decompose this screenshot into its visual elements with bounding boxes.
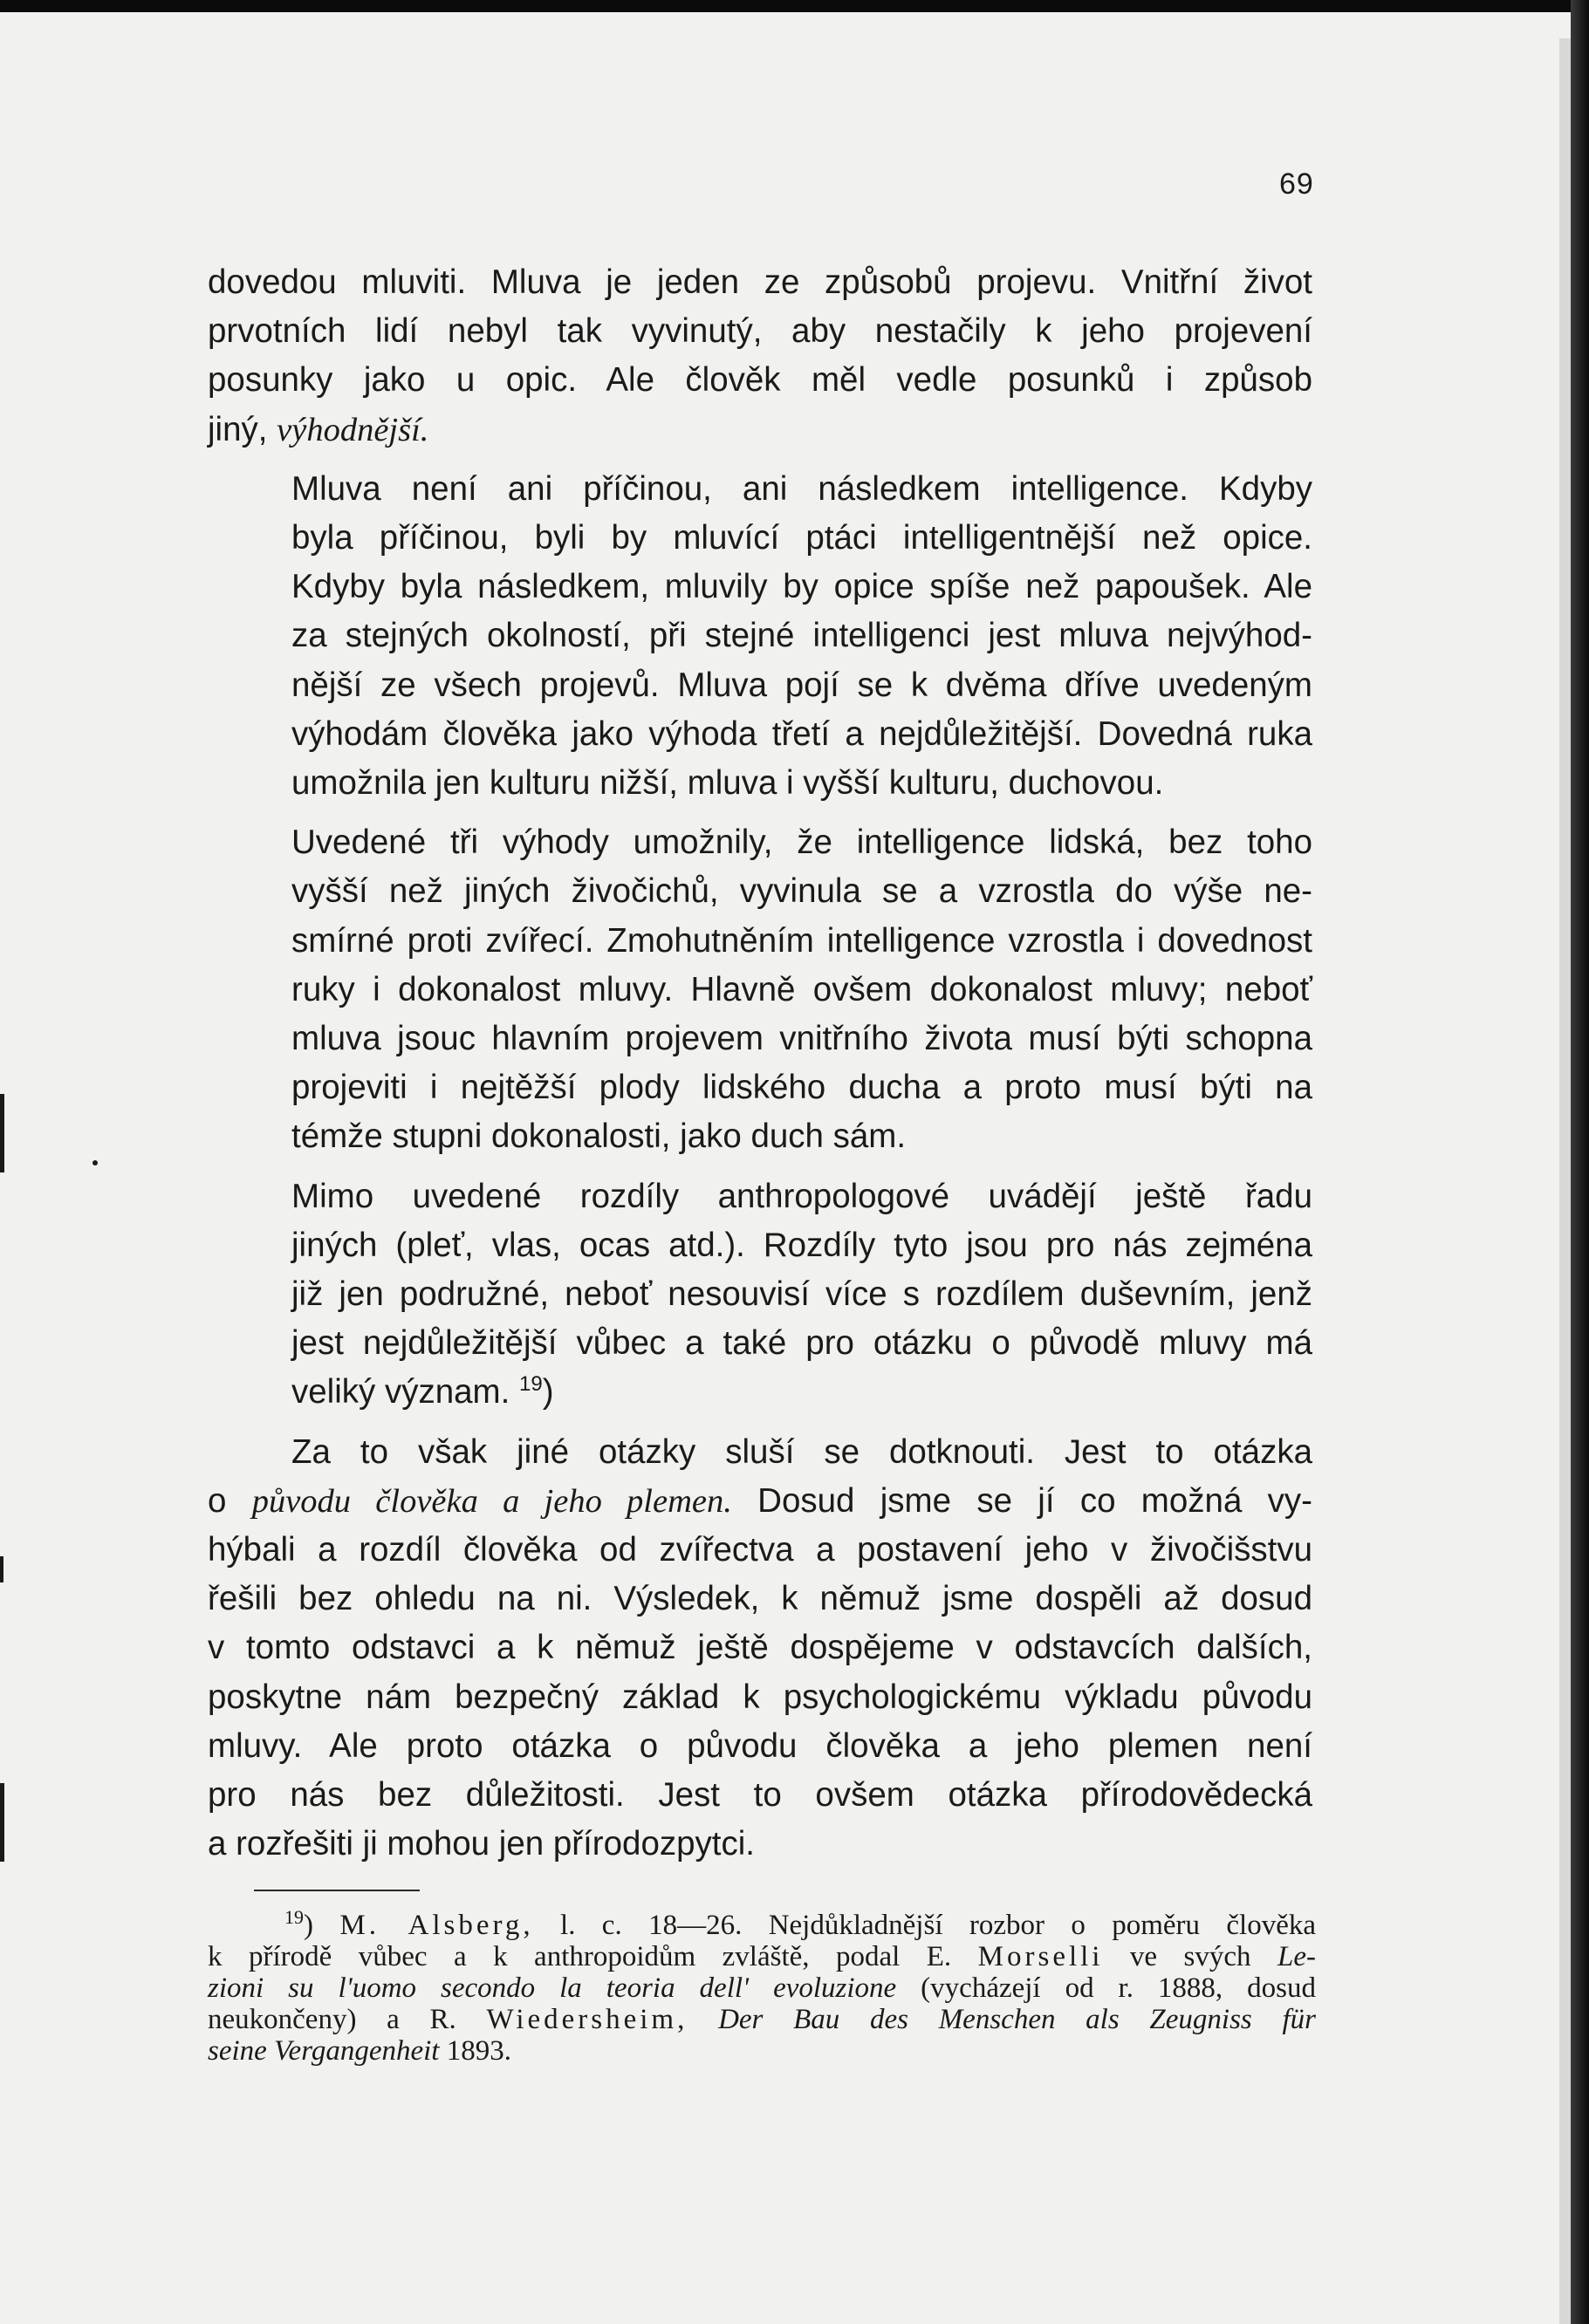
- text-run: (vycházejí od r. 1888, dosud: [896, 1972, 1316, 2004]
- text-line: smírné proti zvířecí. Zmohutněním intelligence vzrostla i dovednost: [291, 921, 1312, 960]
- text-line: dovedou mluviti. Mluva je jeden ze způsobů projevu. Vnitřní život: [208, 263, 1312, 301]
- text-line: ruky i dokonalost mluvy. Hlavně ovšem dokonalost mluvy; neboť: [291, 970, 1312, 1008]
- page-number: 69: [1279, 167, 1314, 201]
- book-title: seine Vergangenheit: [208, 2035, 440, 2067]
- emphasis-text: původu člověka a jeho plemen.: [251, 1482, 732, 1520]
- footnote-marker: 19: [284, 1906, 304, 1928]
- footnote-line: [208, 2035, 1316, 2067]
- text-line: poskytne nám bezpečný základ k psychologickému výkladu původu: [208, 1678, 1312, 1716]
- paragraph-1: [208, 258, 1312, 455]
- book-title: Le-: [1277, 1941, 1316, 1972]
- footnote: [208, 1906, 1316, 2067]
- footnote-divider: [254, 1890, 420, 1891]
- text-line: byla příčinou, byli by mluvící ptáci intelligentnější než opice.: [291, 519, 1312, 557]
- author-name: M. Alsberg,: [339, 1910, 534, 1941]
- text-line: témže stupni dokonalosti, jako duch sám.: [291, 1118, 907, 1156]
- text-line: již jen podružné, neboť nesouvisí více s rozdílem duševním, jenž: [291, 1275, 1312, 1314]
- emphasis-text: výhodnější.: [277, 411, 429, 448]
- text-line: jest nejdůležitější vůbec a také pro otázku o původě mluvy má: [291, 1324, 1312, 1363]
- text-line: Mimo uvedené rozdíly anthropologové uvádějí ještě řadu: [291, 1177, 1312, 1215]
- text-line: nější ze všech projevů. Mluva pojí se k dvěma dříve uvedeným: [291, 666, 1312, 704]
- text-line: vyšší než jiných živočichů, vyvinula se a vzrostla do výše ne-: [291, 872, 1312, 911]
- paragraph-5: [208, 1428, 1312, 1869]
- text-line: [208, 1368, 1312, 1417]
- text-run: ): [542, 1373, 554, 1411]
- text-line: [208, 1477, 1312, 1526]
- text-line: umožnila jen kulturu nižší, mluva i vyšší kulturu, duchovou.: [291, 764, 1164, 803]
- scan-margin-mark: [1559, 38, 1571, 2324]
- book-title: zioni su l'uomo secondo la teoria dell' evoluzione: [208, 1972, 897, 2004]
- text-run: neukončeny) a R.: [208, 2004, 487, 2035]
- text-run: 1893.: [439, 2035, 511, 2067]
- text-line: mluvy. Ale proto otázka o původu člověka a jeho plemen není: [208, 1726, 1312, 1765]
- text-run: jiný,: [208, 410, 277, 448]
- text-run: k přírodě vůbec a k anthropoidům zvláště, podal E.: [208, 1941, 978, 1972]
- footnote-line: [208, 1906, 1316, 1941]
- text-line: a rozřešiti ji mohou jen přírodozpytci.: [208, 1825, 755, 1863]
- text-line: [208, 406, 1312, 455]
- text-line: výhodám člověka jako výhoda třetí a nejdůležitější. Dovedná ruka: [291, 714, 1312, 753]
- text-line: Uvedené tři výhody umožnily, že intelligence lidská, bez toho: [291, 824, 1312, 862]
- footnote-line: [208, 2004, 1316, 2035]
- text-line: Kdyby byla následkem, mluvily by opice spíše než papoušek. Ale: [291, 568, 1312, 606]
- text-line: mluva jsouc hlavním projevem vnitřního života musí býti schopna: [291, 1020, 1312, 1058]
- text-line: v tomto odstavci a k němuž ještě dospějeme v odstavcích dalších,: [208, 1629, 1312, 1667]
- footnote-line: [208, 1941, 1316, 1972]
- paragraph-4: [208, 1172, 1312, 1418]
- scan-margin-mark: [92, 1160, 98, 1165]
- text-line: jiných (pleť, vlas, ocas atd.). Rozdíly tyto jsou pro nás zejména: [291, 1226, 1312, 1264]
- author-name: Morselli: [977, 1941, 1104, 1972]
- text-run: veliký význam.: [291, 1373, 510, 1411]
- text-line: Za to však jiné otázky sluší se dotknouti. Jest to otázka: [291, 1432, 1312, 1471]
- footnote-reference: 19: [519, 1372, 543, 1397]
- scan-margin-mark: [0, 1094, 4, 1172]
- text-line: hýbali a rozdíl člověka od zvířectva a postavení jeho v živočišstvu: [208, 1531, 1312, 1569]
- scan-margin-mark: [0, 1556, 3, 1582]
- text-line: řešili bez ohledu na ni. Výsledek, k němuž jsme dospěli až dosud: [208, 1580, 1312, 1618]
- page-sheet: [0, 12, 1571, 2324]
- text-line: prvotních lidí nebyl tak vyvinutý, aby nestačily k jeho projevení: [208, 312, 1312, 351]
- paragraph-2: [208, 465, 1312, 808]
- text-run: ve svých: [1103, 1941, 1277, 1972]
- text-run: l. c. 18—26. Nejdůkladnější rozbor o poměru člověka: [533, 1910, 1316, 1941]
- text-line: posunky jako u opic. Ale člověk měl vedle posunků i způsob: [208, 361, 1312, 400]
- text-run: Dosud jsme se jí co možná vy-: [731, 1481, 1312, 1520]
- text-run: o: [208, 1481, 252, 1520]
- scan-margin-mark: [0, 1783, 4, 1862]
- text-line: projeviti i nejtěžší plody lidského ducha a proto musí býti na: [291, 1069, 1312, 1107]
- text-line: Mluva není ani příčinou, ani následkem intelligence. Kdyby: [291, 469, 1312, 508]
- footnote-line: [208, 1972, 1316, 2004]
- body-text: [208, 258, 1312, 1869]
- author-name: Wiedersheim,: [486, 2004, 688, 2035]
- text-run: ): [304, 1910, 313, 1941]
- text-line: za stejných okolností, při stejné intelligenci jest mluva nejvýhod-: [291, 617, 1312, 655]
- paragraph-3: [208, 818, 1312, 1161]
- text-line: pro nás bez důležitosti. Jest to ovšem otázka přírodovědecká: [208, 1776, 1312, 1815]
- scan-edge: [1571, 0, 1589, 2324]
- book-title: Der Bau des Menschen als Zeugniss für: [718, 2004, 1316, 2035]
